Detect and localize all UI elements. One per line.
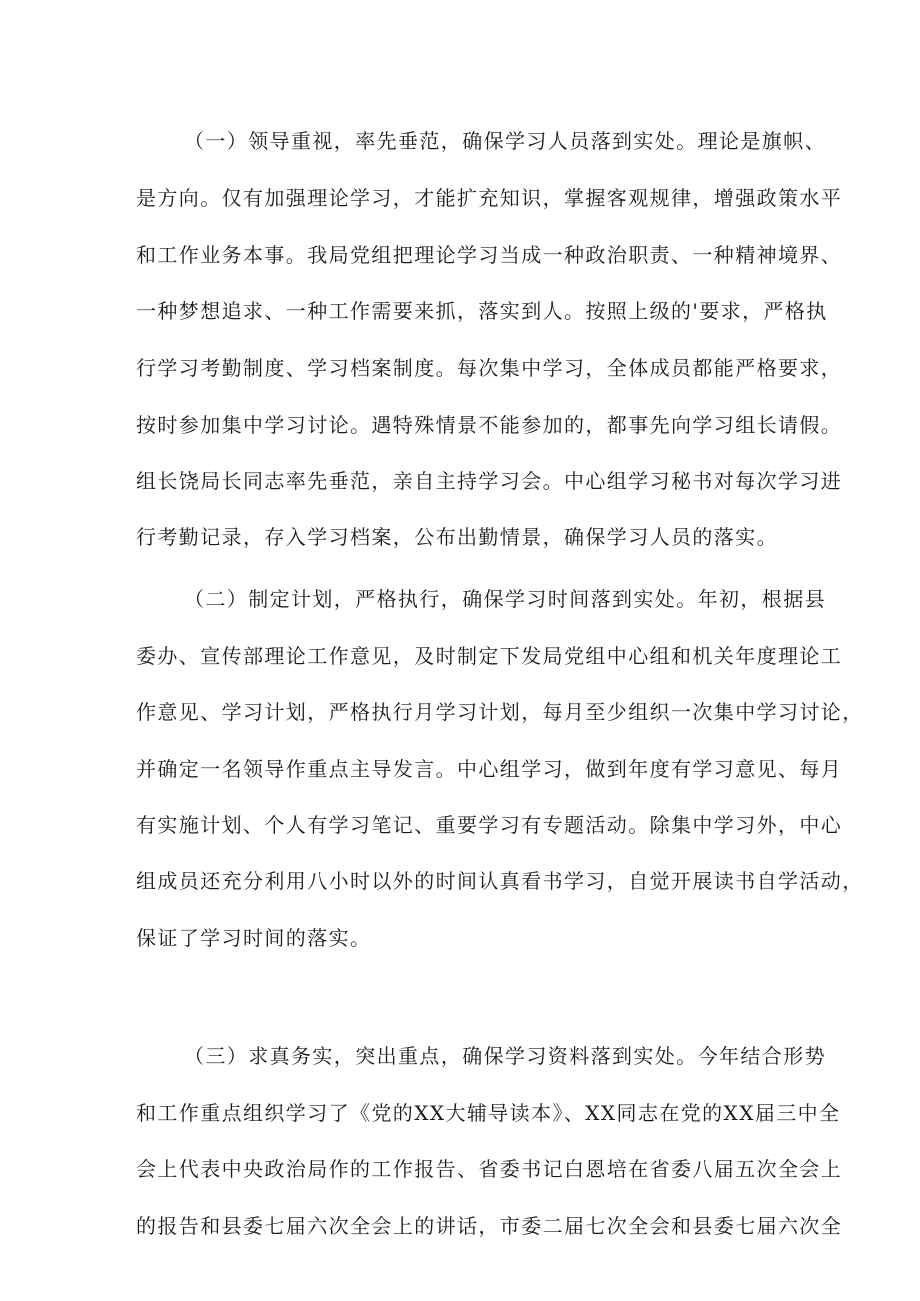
paragraph-2-line-1: （二）制定计划，严格执行，确保学习时间落到实处。年初，根据县 [184,587,826,611]
paragraph-1-line-5: 行学习考勤制度、学习档案制度。每次集中学习，全体成员都能严格要求， [136,356,843,380]
paragraph-1-line-7: 组长饶局长同志率先垂范，亲自主持学习会。中心组学习秘书对每次学习进 [136,469,843,493]
paragraph-1-line-8: 行考勤记录，存入学习档案，公布出勤情景，确保学习人员的落实。 [136,525,778,549]
paragraph-2-line-7: 保证了学习时间的落实。 [136,926,372,950]
paragraph-3-line-1: （三）求真务实，突出重点，确保学习资料落到实处。今年结合形势 [184,1044,826,1068]
paragraph-1-line-4: 一种梦想追求、一种工作需要来抓，落实到人。按照上级的'要求，严格执 [136,299,828,323]
paragraph-3-line-4: 的报告和县委七届六次全会上的讲话，市委二届七次全会和县委七届六次全 [136,1214,843,1238]
paragraph-2-line-2: 委办、宣传部理论工作意见，及时制定下发局党组中心组和机关年度理论工 [136,644,843,668]
paragraph-2-line-4: 并确定一名领导作重点主导发言。中心组学习，做到年度有学习意见、每月 [136,757,843,781]
paragraph-1-line-1: （一）领导重视，率先垂范，确保学习人员落到实处。理论是旗帜、 [184,129,826,153]
paragraph-1-line-6: 按时参加集中学习讨论。遇特殊情景不能参加的，都事先向学习组长请假。 [136,413,843,437]
paragraph-2-line-3: 作意见、学习计划，严格执行月学习计划，每月至少组织一次集中学习讨论， [136,700,864,724]
paragraph-2-line-5: 有实施计划、个人有学习笔记、重要学习有专题活动。除集中学习外，中心 [136,813,843,837]
paragraph-2-line-6: 组成员还充分利用八小时以外的时间认真看书学习，自觉开展读书自学活动， [136,869,864,893]
paragraph-3-line-3: 会上代表中央政治局作的工作报告、省委书记白恩培在省委八届五次全会上 [136,1157,843,1181]
paragraph-1-line-2: 是方向。仅有加强理论学习，才能扩充知识，掌握客观规律，增强政策水平 [136,186,843,210]
paragraph-1-line-3: 和工作业务本事。我局党组把理论学习当成一种政治职责、一种精神境界、 [136,243,843,267]
paragraph-3-line-2: 和工作重点组织学习了《党的XX大辅导读本》、XX同志在党的XX届三中全 [136,1101,841,1125]
